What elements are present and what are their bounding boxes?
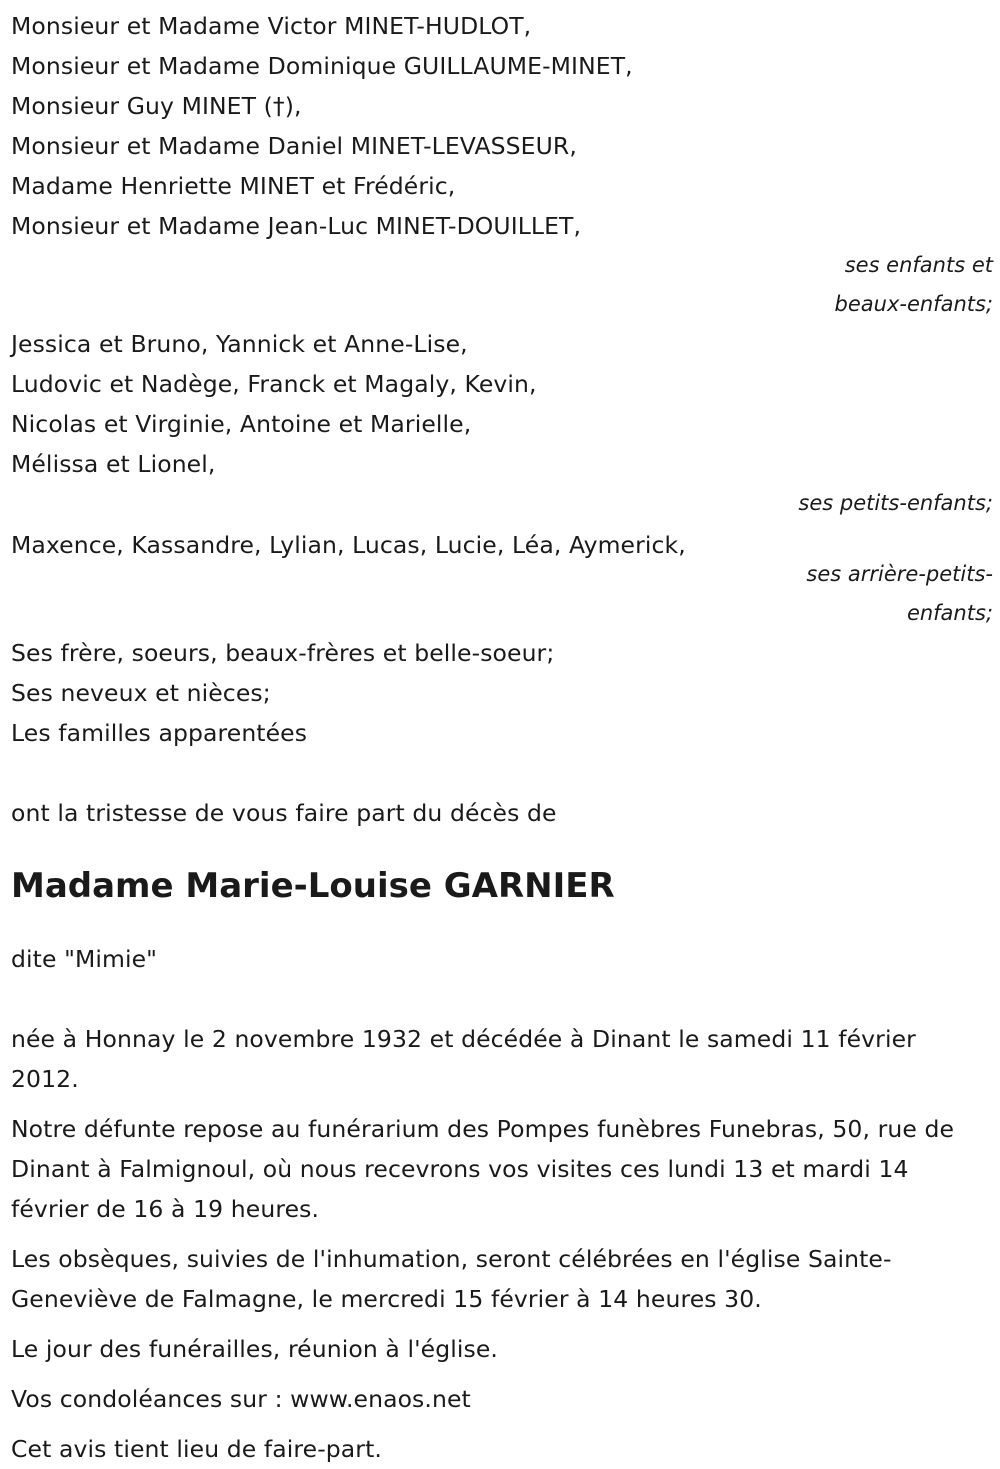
deceased-name: Madame Marie-Louise GARNIER — [11, 866, 615, 906]
children-line: Monsieur et Madame Jean-Luc MINET-DOUILLET, — [11, 212, 582, 240]
details — [11, 1019, 986, 1469]
great-grandchildren-role — [11, 555, 993, 633]
condolences-paragraph: Vos condoléances sur : www.enaos.net — [11, 1385, 471, 1413]
children-line: Monsieur et Madame Victor MINET-HUDLOT, — [11, 12, 532, 40]
funerarium-paragraph: Notre défunte repose au funérarium des Pompes funèbres Funebras, 50, rue de Dinant à Falmignoul, où nous recevrons vos visites ces lundi 13 et mardi 14 février de 16 à 19 heures. — [11, 1115, 955, 1223]
grandchildren-list — [11, 324, 993, 484]
meeting-paragraph: Le jour des funérailles, réunion à l'église. — [11, 1335, 498, 1363]
birth-death-paragraph: née à Honnay le 2 novembre 1932 et décédée à Dinant le samedi 11 février 2012. — [11, 1025, 916, 1093]
relatives-line: Les familles apparentées — [11, 719, 308, 747]
relatives-line: Ses neveux et nièces; — [11, 679, 271, 707]
children-line: Monsieur et Madame Dominique GUILLAUME-MINET, — [11, 52, 633, 80]
children-line: Monsieur Guy MINET (†), — [11, 92, 302, 120]
great-grandchildren-role-line: enfants; — [906, 601, 993, 625]
grandchildren-role: ses petits-enfants; — [798, 491, 993, 515]
children-role — [11, 246, 993, 324]
relatives-list — [11, 633, 993, 753]
grandchildren-line: Nicolas et Virginie, Antoine et Marielle, — [11, 410, 472, 438]
announcement: ont la tristesse de vous faire part du décès de — [11, 799, 557, 827]
children-role-line: ses enfants et — [844, 253, 993, 277]
children-role-line: beaux-enfants; — [834, 292, 993, 316]
children-line: Madame Henriette MINET et Frédéric, — [11, 172, 456, 200]
children-line: Monsieur et Madame Daniel MINET-LEVASSEUR, — [11, 132, 577, 160]
notice-paragraph: Cet avis tient lieu de faire-part. — [11, 1435, 382, 1463]
obituary-notice — [11, 6, 993, 1469]
great-grandchildren: Maxence, Kassandre, Lylian, Lucas, Lucie, Léa, Aymerick, — [11, 531, 686, 559]
funeral-paragraph: Les obsèques, suivies de l'inhumation, seront célébrées en l'église Sainte-Geneviève de Falmagne, le mercredi 15 février à 14 heures 30. — [11, 1245, 892, 1313]
grandchildren-line: Mélissa et Lionel, — [11, 450, 216, 478]
grandchildren-line: Ludovic et Nadège, Franck et Magaly, Kevin, — [11, 370, 537, 398]
relatives-line: Ses frère, soeurs, beaux-frères et belle-soeur; — [11, 639, 555, 667]
great-grandchildren-role-line: ses arrière-petits- — [806, 562, 993, 586]
nickname: dite "Mimie" — [11, 945, 158, 973]
children-list — [11, 6, 993, 246]
grandchildren-line: Jessica et Bruno, Yannick et Anne-Lise, — [11, 330, 468, 358]
